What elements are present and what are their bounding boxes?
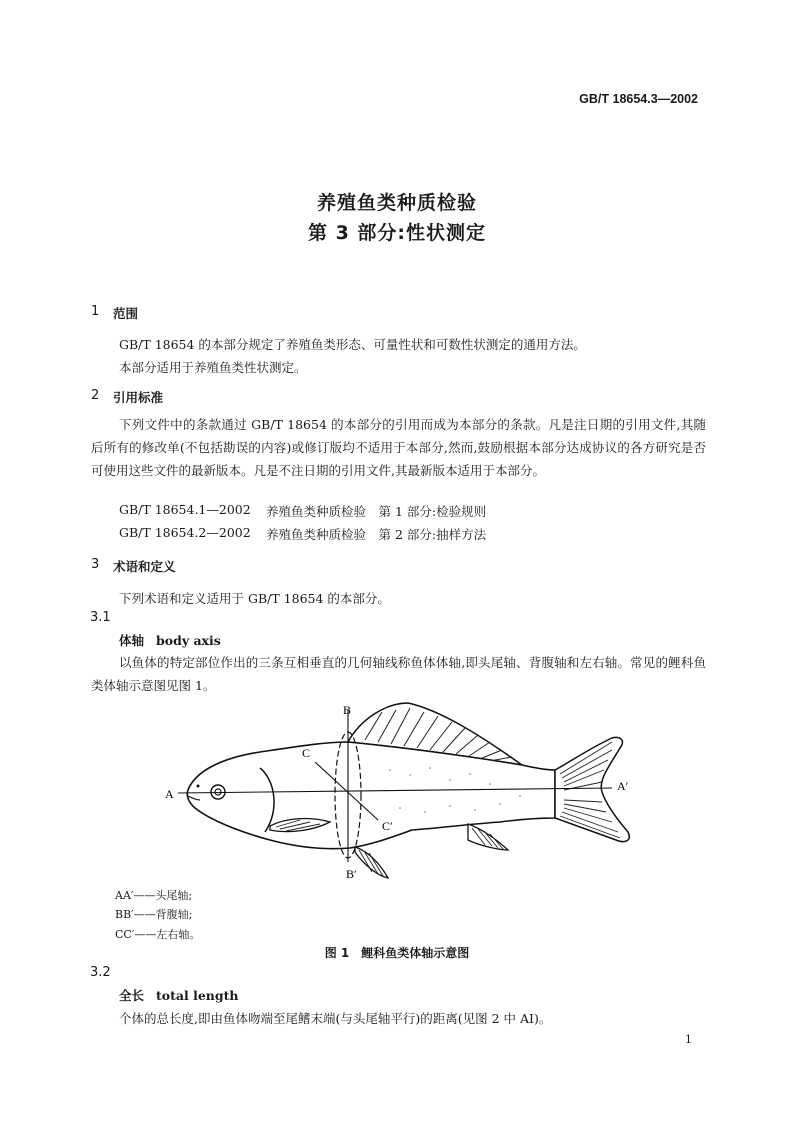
- figure-1-caption: 图 1 鲤科鱼类体轴示意图: [324, 946, 470, 960]
- clause-3-2-definition: 个体的总长度,即由鱼体吻端至尾鳍末端(与头尾轴平行)的距离(见图 2 中 AI)。: [119, 1011, 552, 1026]
- figure-1-fish-diagram: [150, 700, 640, 885]
- section-1-number: 1: [91, 304, 100, 319]
- figure-1-legend-bb: BB′——背腹轴;: [115, 908, 193, 921]
- section-1-paragraph-1: GB/T 18654 的本部分规定了养殖鱼类形态、可量性状和可数性状测定的通用方法。: [119, 337, 586, 352]
- section-1-paragraph-2: 本部分适用于养殖鱼类性状测定。: [119, 360, 307, 375]
- figure-1-legend-cc: CC′——左右轴。: [115, 928, 201, 941]
- document-subtitle: 第 3 部分:性状测定: [307, 222, 487, 244]
- section-2-paragraph: 下列文件中的条款通过 GB/T 18654 的本部分的引用而成为本部分的条款。凡是注日期的引用文件,其随后所有的修改单(不包括勘误的内容)或修订版均不适用于本部分,然而,鼓励根据本部分达成协议的各方研究是否可使用这些文件的最新版本。凡是不注日期的引用文件,其最新版本适用于本部分。: [91, 417, 706, 479]
- term-body-axis: [119, 631, 221, 649]
- clause-3-2-number: 3.2: [90, 965, 111, 980]
- clause-3-1-definition: 以鱼体的特定部位作出的三条互相垂直的几何轴线称鱼体体轴,即头尾轴、背腹轴和左右轴。常见的鲤科鱼类体轴示意图见图 1。: [91, 655, 706, 694]
- section-2-title: 引用标准: [113, 390, 164, 405]
- label-a: A: [165, 787, 174, 801]
- reference-1-code: GB/T 18654.1—2002: [119, 502, 251, 517]
- section-3-title: 术语和定义: [113, 559, 176, 574]
- label-b-prime: B′: [346, 867, 357, 881]
- label-a-prime: A′: [617, 779, 629, 793]
- section-1-title: 范围: [113, 306, 139, 321]
- term-total-length: [119, 986, 239, 1004]
- section-3-paragraph: 下列术语和定义适用于 GB/T 18654 的本部分。: [119, 591, 390, 606]
- pelvic-fin: [355, 847, 388, 878]
- label-c: C: [302, 746, 311, 760]
- section-3-number: 3: [91, 557, 100, 572]
- figure-1-legend-aa: AA′——头尾轴;: [115, 889, 193, 902]
- label-b: B: [343, 703, 352, 717]
- term-body-axis-cn: 体轴: [119, 633, 145, 648]
- reference-2-code: GB/T 18654.2—2002: [119, 525, 251, 540]
- page-number: 1: [685, 1033, 692, 1046]
- reference-2-title: 养殖鱼类种质检验 第 2 部分:抽样方法: [266, 527, 487, 542]
- section-2-number: 2: [91, 388, 100, 403]
- reference-1-title: 养殖鱼类种质检验 第 1 部分:检验规则: [266, 504, 487, 519]
- term-total-length-en: total length: [156, 988, 239, 1003]
- anal-fin: [468, 824, 508, 850]
- standard-number: GB/T 18654.3—2002: [579, 92, 698, 106]
- clause-3-1-number: 3.1: [90, 610, 111, 625]
- term-body-axis-en: body axis: [156, 633, 221, 648]
- document-title: 养殖鱼类种质检验: [316, 192, 477, 214]
- label-c-prime: C′: [382, 819, 393, 833]
- term-total-length-cn: 全长: [119, 988, 145, 1003]
